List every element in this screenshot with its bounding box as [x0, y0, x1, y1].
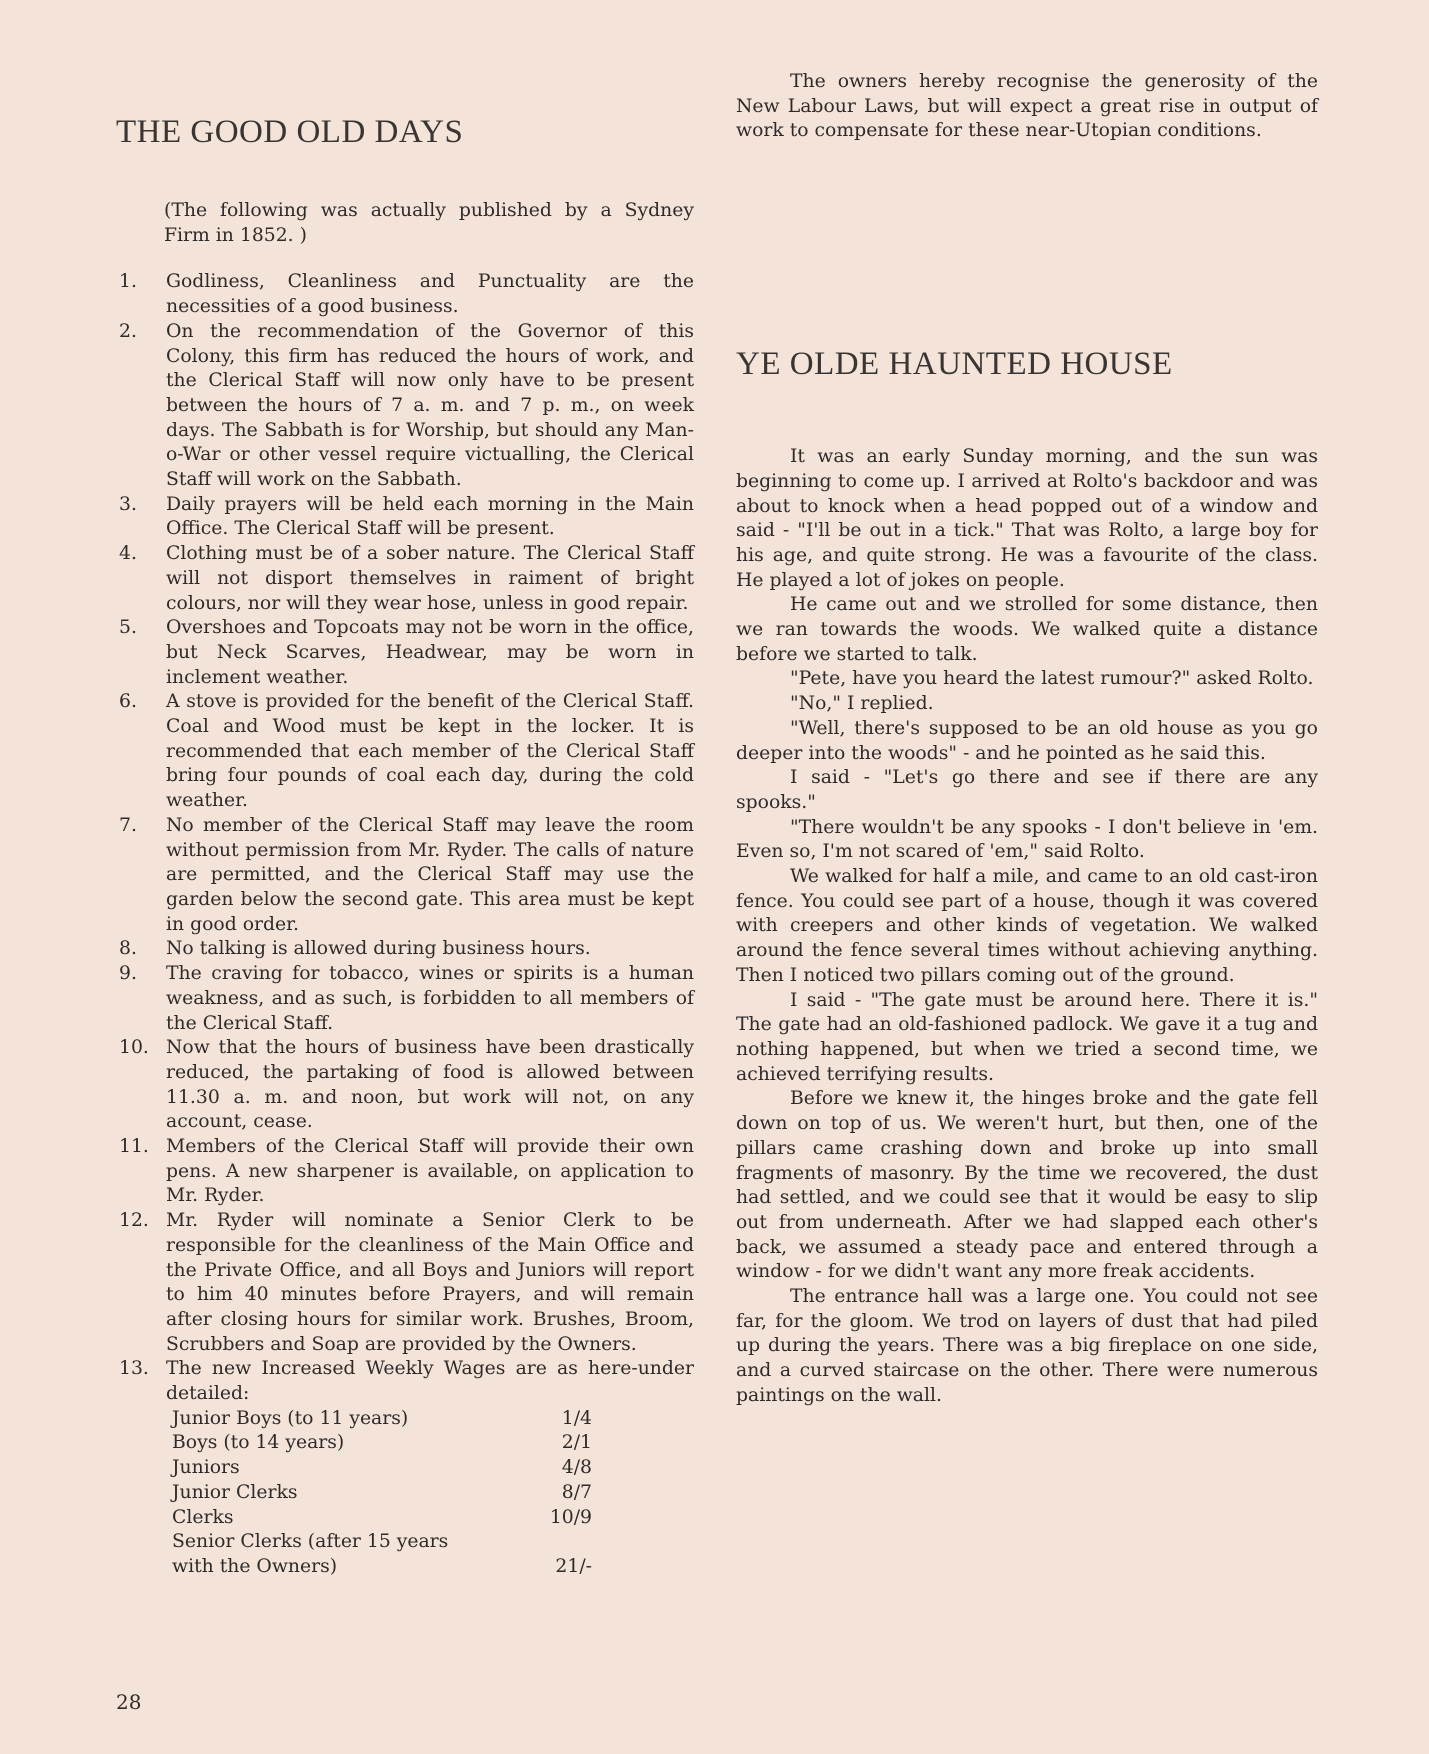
rule-item	[116, 1036, 694, 1135]
rule-number: 3.	[119, 493, 137, 515]
rule-text: A stove is provided for the benefit of the Clerical Staff. Coal and Wood must be kept in the locker. It is recommended that each member of the Clerical Staff bring four pounds of coal each day, during the cold weather.	[166, 691, 694, 812]
story-paragraph: "There wouldn't be any spooks - I don't believe in 'em. Even so, I'm not scared of 'em," said Rolto.	[736, 816, 1318, 863]
rule-number: 4.	[119, 543, 137, 565]
rule-number: 9.	[119, 963, 137, 985]
story-paragraph: I said - "The gate must be around here. There it is." The gate had an old-fashioned padlock. We gave it a tug and nothing happened, but when we tried a second time, we achieved terrifying results.	[736, 989, 1318, 1085]
rule-item	[116, 1357, 694, 1406]
rule-item	[116, 1209, 694, 1357]
rule-text: Clothing must be of a sober nature. The Clerical Staff will not disport themselves in raiment of bright colours, nor will they wear hose, unless in good repair.	[166, 543, 694, 614]
story-paragraph: "Pete, have you heard the latest rumour?" asked Rolto.	[790, 668, 1314, 690]
rule-item	[116, 542, 694, 616]
article-title-haunted-house: YE OLDE HAUNTED HOUSE	[736, 346, 1173, 383]
rule-item	[116, 1135, 694, 1209]
rule-number: 1.	[119, 271, 137, 293]
rule-number: 7.	[119, 814, 137, 836]
wage-amount: 2/1	[561, 1432, 592, 1454]
rule-item	[116, 616, 694, 690]
story-paragraph: He came out and we strolled for some distance, then we ran towards the woods. We walked quite a distance before we started to talk.	[736, 594, 1318, 665]
rule-text: No member of the Clerical Staff may leave the room without permission from Mr. Ryder. The calls of nature are permitted, and the Clerical Staff may use the garden below the second gate. This area must be kept in good order.	[166, 814, 694, 935]
story-paragraph: Before we knew it, the hinges broke and the gate fell down on top of us. We weren't hurt, but then, one of the pillars came crashing down and broke up into small fragments of masonry. By the time we recovered, the dust had settled, and we could see that it would be easy to slip out from underneath. After we had slapped each other's back, we assumed a steady pace and entered through a window - for we didn't want any more freak accidents.	[736, 1088, 1318, 1283]
wage-amount: 21/-	[555, 1555, 592, 1577]
rule-item	[116, 493, 694, 542]
story-paragraph: "No," I replied.	[790, 693, 934, 715]
wage-row	[172, 1506, 592, 1531]
rule-number: 6.	[119, 691, 137, 713]
rules-list	[116, 270, 694, 1406]
rule-text: Members of the Clerical Staff will provide their own pens. A new sharpener is available, on application to Mr. Ryder.	[166, 1136, 694, 1207]
wage-row	[172, 1456, 592, 1481]
wage-row	[172, 1530, 592, 1555]
story-paragraph: We walked for half a mile, and came to an old cast-iron fence. You could see part of a house, though it was covered with creepers and other kinds of vegetation. We walked around the fence several times without achieving anything. Then I noticed two pillars coming out of the ground.	[736, 866, 1318, 986]
rule-number: 13.	[119, 1358, 149, 1380]
story-paragraph: The entrance hall was a large one. You could not see far, for the gloom. We trod on layers of dust that had piled up during the years. There was a big fireplace on one side, and a curved staircase on the other. There were numerous paintings on the wall.	[736, 1286, 1318, 1406]
rule-number: 12.	[119, 1210, 149, 1232]
intro-note: (The following was actually published by a Sydney Firm in 1852. )	[164, 200, 694, 246]
wage-amount: 1/4	[561, 1407, 592, 1429]
wage-category: Junior Boys (to 11 years)	[172, 1407, 409, 1429]
wage-amount: 8/7	[561, 1481, 592, 1503]
story-paragraph: It was an early Sunday morning, and the sun was beginning to come up. I arrived at Rolto's backdoor and was about to knock when a head popped out of a window and said - "I'll be out in a tick." That was Rolto, a large boy for his age, and quite strong. He was a favourite of the class. He played a lot of jokes on people.	[736, 446, 1318, 591]
wage-row	[172, 1431, 592, 1456]
right-column	[736, 70, 1318, 1409]
rule-item	[116, 320, 694, 493]
rule-text: Overshoes and Topcoats may not be worn in the office, but Neck Scarves, Headwear, may be worn in inclement weather.	[166, 617, 694, 688]
rule-number: 11.	[119, 1136, 149, 1158]
wage-category-continued: with the Owners)	[172, 1555, 338, 1577]
wage-row	[172, 1407, 592, 1432]
story-paragraph: I said - "Let's go there and see if there are any spooks."	[736, 767, 1318, 813]
wage-row	[172, 1481, 592, 1506]
wage-category: Junior Clerks	[172, 1481, 298, 1503]
rule-number: 8.	[119, 938, 137, 960]
wage-row	[172, 1555, 592, 1580]
wages-table	[172, 1407, 592, 1580]
story-paragraph: "Well, there's supposed to be an old house as you go deeper into the woods" - and he pointed as he said this.	[736, 717, 1318, 764]
rule-text: The craving for tobacco, wines or spirits is a human weakness, and as such, is forbidden to all members of the Clerical Staff.	[166, 963, 694, 1034]
rule-item	[116, 690, 694, 814]
rule-item	[116, 937, 694, 962]
rule-text: On the recommendation of the Governor of this Colony, this firm has reduced the hours of work, and the Clerical Staff will now only have to be present between the hours of 7 a. m. and 7 p. m., on week days. The Sabbath is for Worship, but should any Man-o-War or other vessel require victualling, the Clerical Staff will work on the Sabbath.	[166, 320, 694, 491]
rule-number: 5.	[119, 617, 137, 639]
rule-text: Now that the hours of business have been drastically reduced, the partaking of food is allowed between 11.30 a. m. and noon, but work will not, on any account, cease.	[166, 1037, 694, 1133]
wage-category: Senior Clerks (after 15 years	[172, 1531, 449, 1553]
closing-paragraph: The owners hereby recognise the generosity of the New Labour Laws, but will expect a great rise in output of work to compensate for these near-Utopian conditions.	[736, 71, 1318, 142]
rule-item	[116, 270, 694, 319]
wage-category: Boys (to 14 years)	[172, 1432, 345, 1454]
wage-category: Clerks	[172, 1506, 234, 1528]
rule-text: Daily prayers will be held each morning in the Main Office. The Clerical Staff will be present.	[166, 493, 694, 540]
page-number: 28	[116, 1690, 142, 1714]
rule-text: No talking is allowed during business hours.	[166, 938, 591, 960]
story-body	[736, 445, 1318, 1408]
rule-number: 10.	[119, 1037, 149, 1059]
rule-number: 2.	[119, 320, 137, 342]
wage-amount: 10/9	[549, 1506, 592, 1528]
rule-item	[116, 962, 694, 1036]
rule-item	[116, 814, 694, 938]
rule-text: Mr. Ryder will nominate a Senior Clerk to be responsible for the cleanliness of the Main Office and the Private Office, and all Boys and Juniors will report to him 40 minutes before Prayers, and will remain after closing hours for similar work. Brushes, Broom, Scrubbers and Soap are provided by the Owners.	[166, 1210, 694, 1355]
wage-category: Juniors	[172, 1457, 240, 1479]
left-column	[116, 70, 694, 1580]
wage-amount: 4/8	[561, 1457, 592, 1479]
rule-text: Godliness, Cleanliness and Punctuality are the necessities of a good business.	[166, 271, 694, 318]
article-title-good-old-days: THE GOOD OLD DAYS	[116, 114, 464, 150]
rule-text: The new Increased Weekly Wages are as here-under detailed:	[166, 1358, 694, 1405]
